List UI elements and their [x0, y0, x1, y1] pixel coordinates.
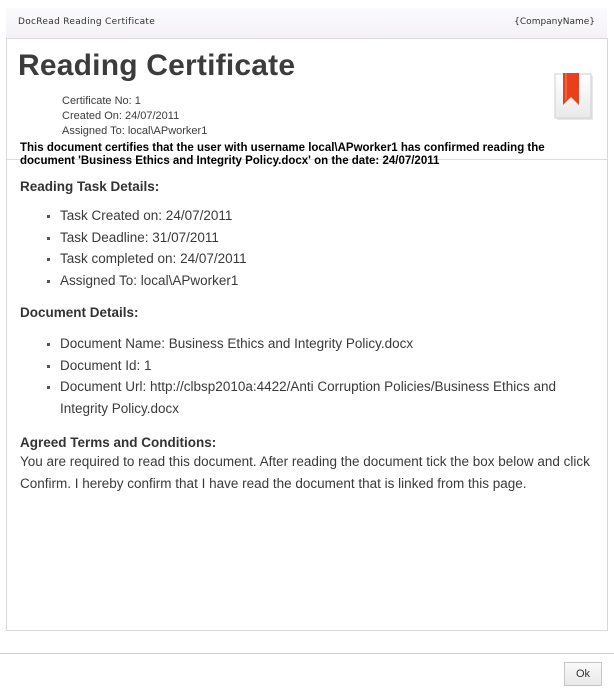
reading-task-title: Reading Task Details: — [20, 179, 160, 194]
company-name: {CompanyName} — [514, 17, 595, 27]
ok-button[interactable]: Ok — [564, 662, 602, 686]
bookmark-document-icon — [551, 72, 597, 124]
certificate-meta — [62, 94, 207, 139]
terms-text: You are required to read this document. After reading the document tick the box below and click Confirm. I hereby confirm that I have read the document that is linked from this page. — [20, 454, 590, 491]
document-details-list — [20, 333, 590, 419]
list-item: Document Id: 1 — [20, 355, 590, 377]
list-item: Document Url: http://clbsp2010a:4422/Anti Corruption Policies/Business Ethics and Integrity Policy.docx — [20, 376, 590, 419]
reading-task-list — [20, 205, 590, 291]
list-item: Assigned To: local\APworker1 — [20, 270, 590, 292]
terms-title: Agreed Terms and Conditions: — [20, 435, 217, 450]
list-item: Task Created on: 24/07/2011 — [20, 205, 590, 227]
certificate-title: Reading Certificate — [18, 49, 296, 82]
created-on: Created On: 24/07/2011 — [62, 110, 180, 122]
list-item: Task completed on: 24/07/2011 — [20, 248, 590, 270]
app-title: DocRead Reading Certificate — [18, 17, 156, 27]
certificate-number: Certificate No: 1 — [62, 95, 141, 107]
certification-statement: This document certifies that the user with username local\APworker1 has confirmed reading the document 'Business Ethics and Integrity Policy.docx' on the date: 24/07/2011 — [20, 142, 545, 167]
document-details-title: Document Details: — [20, 305, 139, 320]
list-item: Document Name: Business Ethics and Integrity Policy.docx — [20, 333, 590, 355]
certificate-header-bar — [6, 8, 607, 38]
assigned-to: Assigned To: local\APworker1 — [62, 125, 208, 137]
footer-divider — [0, 653, 614, 654]
certificate-content — [20, 142, 590, 494]
list-item: Task Deadline: 31/07/2011 — [20, 227, 590, 249]
